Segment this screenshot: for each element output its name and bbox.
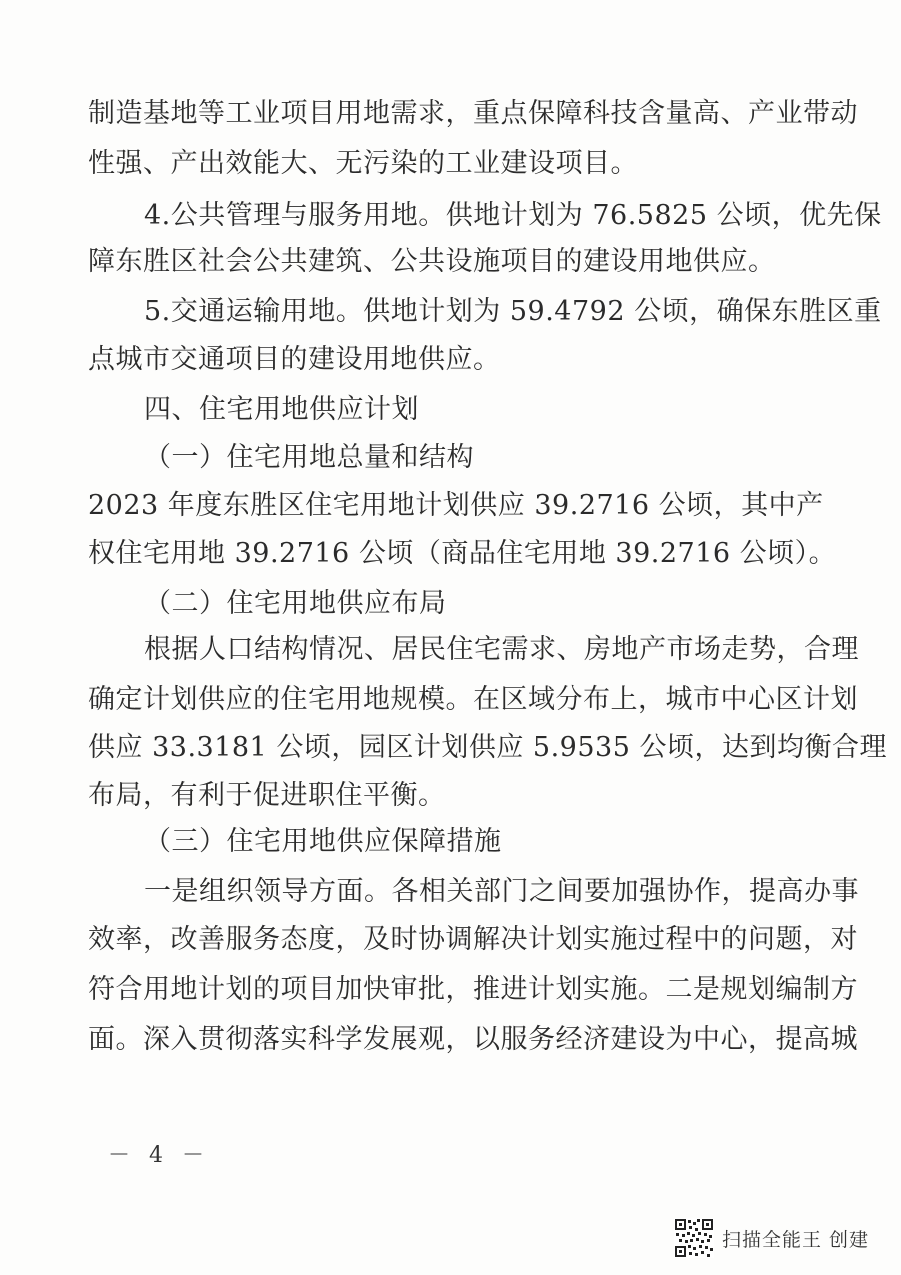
text-line-2: 性强、产出效能大、无污染的工业建设项目。: [88, 148, 638, 179]
text-line-12: 根据人口结构情况、居民住宅需求、房地产市场走势，合理: [144, 634, 859, 665]
watermark-label: 扫描全能王 创建: [722, 1228, 870, 1251]
text-line-13: 确定计划供应的住宅用地规模。在区域分布上，城市中心区计划: [88, 684, 858, 715]
text-line-4: 障东胜区社会公共建筑、公共设施项目的建设用地供应。: [88, 246, 776, 277]
text-line-3: 4.公共管理与服务用地。供地计划为 76.5825 公顷，优先保: [144, 200, 882, 231]
subsection-heading-2: （二）住宅用地供应布局: [144, 588, 447, 619]
text-line-17: 一是组织领导方面。各相关部门之间要加强协作，提高办事: [144, 876, 859, 907]
scanner-watermark: [674, 1218, 869, 1258]
subsection-heading-3: （三）住宅用地供应保障措施: [144, 826, 502, 857]
text-line-19: 符合用地计划的项目加快审批，推进计划实施。二是规划编制方: [88, 974, 858, 1005]
text-line-1: 制造基地等工业项目用地需求，重点保障科技含量高、产业带动: [88, 98, 858, 129]
text-line-14: 供应 33.3181 公顷，园区计划供应 5.9535 公顷，达到均衡合理: [88, 732, 887, 763]
text-line-5: 5.交通运输用地。供地计划为 59.4792 公顷，确保东胜区重: [144, 296, 882, 327]
text-line-9: 2023 年度东胜区住宅用地计划供应 39.2716 公顷，其中产: [88, 490, 824, 521]
section-heading: 四、住宅用地供应计划: [144, 394, 419, 425]
text-line-10: 权住宅用地 39.2716 公顷（商品住宅用地 39.2716 公顷）。: [88, 538, 837, 569]
text-line-6: 点城市交通项目的建设用地供应。: [88, 344, 501, 375]
qr-code-icon: [674, 1218, 714, 1258]
subsection-heading-1: （一）住宅用地总量和结构: [144, 442, 474, 473]
page-number: － 4 －: [108, 1143, 210, 1168]
text-line-15: 布局，有利于促进职住平衡。: [88, 780, 446, 811]
text-line-20: 面。深入贯彻落实科学发展观，以服务经济建设为中心，提高城: [88, 1024, 858, 1055]
text-line-18: 效率，改善服务态度，及时协调解决计划实施过程中的问题，对: [88, 924, 858, 955]
